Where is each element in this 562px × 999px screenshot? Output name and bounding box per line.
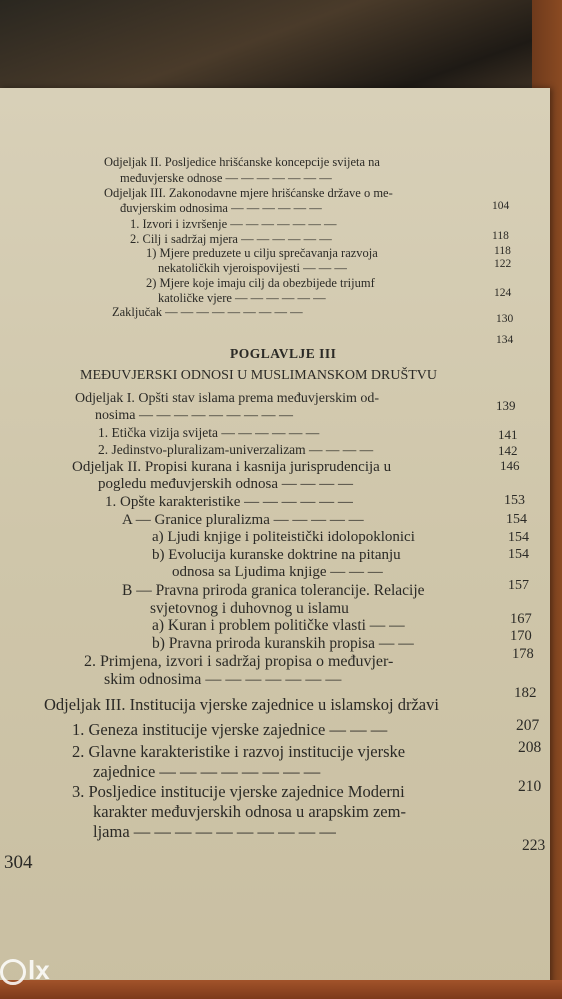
toc-page-number: 139 xyxy=(496,398,516,413)
toc-page-number: 118 xyxy=(494,245,511,257)
toc-entry-line: đuvjerskim odnosima — — — — — — xyxy=(120,201,322,215)
toc-entry-line: a) Ljudi knjige i politeistički idolopoklonici xyxy=(152,529,415,545)
toc-entry-line: 3. Posljedice institucije vjerske zajednice Moderni xyxy=(72,782,405,801)
toc-entry-line: Odjeljak II. Propisi kurana i kasnija jurisprudencija u xyxy=(72,459,392,475)
toc-page-number: 154 xyxy=(508,547,529,562)
toc-page-number: 208 xyxy=(518,739,542,756)
toc-entry-line: 1. Etička vizija svijeta — — — — — — xyxy=(98,425,320,440)
toc-entry-line: katoličke vjere — — — — — — xyxy=(158,291,326,305)
toc-page-number: 118 xyxy=(492,230,509,242)
toc-page-number: 124 xyxy=(494,287,512,299)
toc-entry-line: Odjeljak III. Institucija vjerske zajednice u islamskoj državi xyxy=(44,695,439,714)
toc-page-number: 178 xyxy=(512,646,534,662)
toc-page-number: 154 xyxy=(508,530,529,545)
toc-page-number: 223 xyxy=(522,837,546,854)
toc-entry-line: MEĐUVJERSKI ODNOSI U MUSLIMANSKOM DRUŠTVU xyxy=(80,368,438,383)
toc-page-number: 167 xyxy=(510,611,532,627)
toc-entry-line: 1. Opšte karakteristike — — — — — — xyxy=(105,494,353,510)
toc-page-number: 130 xyxy=(496,313,514,325)
toc-entry-line: pogledu međuvjerskih odnosa — — — — xyxy=(98,476,353,492)
toc-page-number: 153 xyxy=(504,493,525,508)
toc-page-number: 134 xyxy=(496,334,514,346)
toc-entry-line: 2) Mjere koje imaju cilj da obezbijede trijumf xyxy=(146,276,375,290)
toc-entry-line: nosima — — — — — — — — — xyxy=(95,408,293,423)
toc-page-number: 182 xyxy=(514,685,537,701)
page-folio: 304 xyxy=(4,852,33,873)
toc-entry-line: 2. Cilj i sadržaj mjera — — — — — — xyxy=(130,232,332,246)
toc-entry-line: 1. Geneza institucije vjerske zajednice — — — xyxy=(72,720,388,739)
chapter-heading: POGLAVLJE III xyxy=(230,346,337,361)
toc-page-number: 210 xyxy=(518,778,542,795)
toc-entry-line: Odjeljak III. Zakonodavne mjere hrišćanske države o me- xyxy=(104,186,393,200)
toc-entry-line: 2. Glavne karakteristike i razvoj institucije vjerske xyxy=(72,742,406,761)
toc-entry-line: svjetovnog i duhovnog u islamu xyxy=(150,600,349,617)
toc-entry-line: odnosa sa Ljudima knjige — — — xyxy=(172,564,383,580)
toc-entry-line: međuvjerske odnose — — — — — — — xyxy=(120,171,332,185)
olx-watermark-logo: lx xyxy=(0,955,52,995)
toc-page-number: 122 xyxy=(494,258,512,270)
toc-page-number: 141 xyxy=(498,427,518,442)
toc-entry-line: nekatoličkih vjeroispovijesti — — — xyxy=(158,261,347,275)
toc-entry-line: A — Granice pluralizma — — — — — xyxy=(122,512,364,528)
toc-page-number: 146 xyxy=(500,458,520,473)
toc-entry-line: ljama — — — — — — — — — — xyxy=(93,822,336,841)
toc-entry-line: 1. Izvori i izvršenje — — — — — — — xyxy=(130,217,337,231)
toc-entry-line: b) Evolucija kuranske doktrine na pitanju xyxy=(152,547,401,563)
toc-page-number: 104 xyxy=(492,200,510,212)
toc-entry-line: zajednice — — — — — — — — xyxy=(93,762,321,781)
toc-entry-line: skim odnosima — — — — — — — xyxy=(104,671,342,688)
toc-page-number: 170 xyxy=(510,628,532,644)
toc-entry-line: 2. Jedinstvo-pluralizam-univerzalizam — — — — xyxy=(98,442,374,457)
toc-page-number: 207 xyxy=(516,717,540,734)
toc-entry-line: 1) Mjere preduzete u cilju sprečavanja razvoja xyxy=(146,246,378,260)
toc-entry-line: B — Pravna priroda granica tolerancije. Relacije xyxy=(122,582,425,599)
toc-page-number: 157 xyxy=(508,578,529,593)
toc-entry-line: 2. Primjena, izvori i sadržaj propisa o međuvjer- xyxy=(84,653,394,670)
toc-entry-line: Odjeljak I. Opšti stav islama prema međuvjerskim od- xyxy=(75,391,380,406)
toc-entry-line: b) Pravna priroda kuranskih propisa — — xyxy=(152,635,414,652)
toc-page-number: 142 xyxy=(498,443,518,458)
toc-entry-line: a) Kuran i problem političke vlasti — — xyxy=(152,617,405,634)
toc-entry-line: Odjeljak II. Posljedice hrišćanske koncepcije svijeta na xyxy=(104,155,380,169)
toc-entry-line: Zaključak — — — — — — — — — xyxy=(112,305,303,319)
toc-page-number: 154 xyxy=(506,512,527,527)
toc-entry-line: karakter međuvjerskih odnosa u arapskim zem- xyxy=(93,802,406,821)
